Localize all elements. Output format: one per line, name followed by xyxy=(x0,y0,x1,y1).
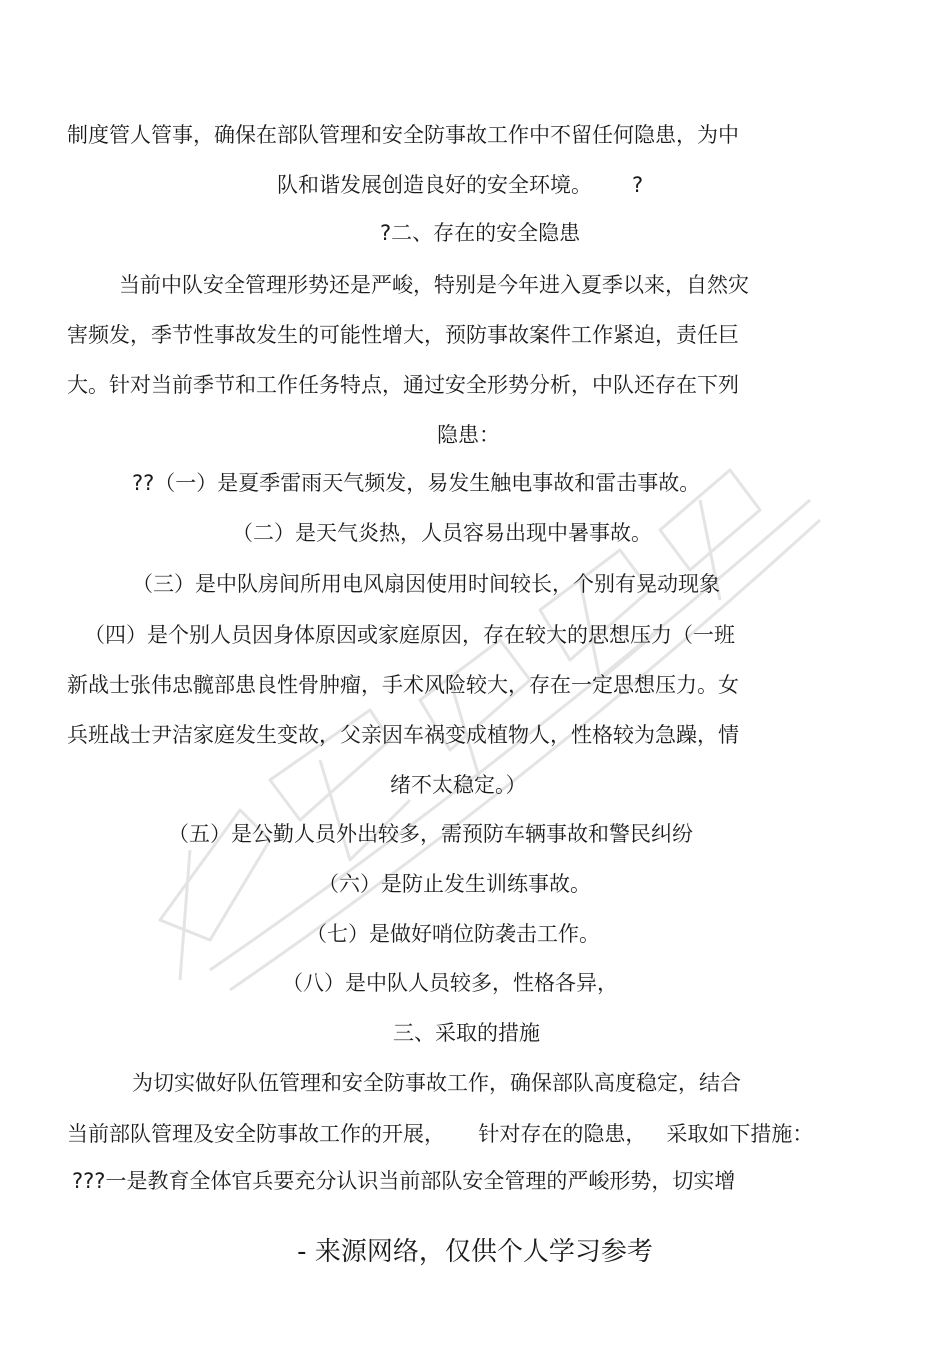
body-line: 隐患： xyxy=(437,423,500,447)
list-item: ??（一）是夏季雷雨天气频发，易发生触电事故和雷击事故。 xyxy=(132,471,701,495)
list-item: （八）是中队人员较多，性格各异， xyxy=(282,971,618,995)
list-item: （五）是公勤人员外出较多，需预防车辆事故和警民纠纷 xyxy=(168,822,693,846)
body-line: 大。针对当前季节和工作任务特点，通过安全形势分析，中队还存在下列 xyxy=(67,373,739,397)
body-line: 制度管人管事，确保在部队管理和安全防事故工作中不留任何隐患，为中 xyxy=(67,123,739,147)
body-line: 新战士张伟忠髋部患良性骨肿瘤，手术风险较大，存在一定思想压力。女 xyxy=(67,673,739,697)
list-item: （六）是防止发生训练事故。 xyxy=(318,872,591,896)
body-line: 队和谐发展创造良好的安全环境。 ? xyxy=(277,173,644,197)
page-footer: - 来源网络，仅供个人学习参考 xyxy=(297,1237,653,1267)
list-item: （三）是中队房间所用电风扇因使用时间较长，个别有晃动现象 xyxy=(132,572,720,596)
body-line: 当前中队安全管理形势还是严峻，特别是今年进入夏季以来，自然灾 xyxy=(119,273,749,297)
section-heading: ?二、存在的安全隐患 xyxy=(380,221,581,245)
body-line: 绪不太稳定。） xyxy=(390,773,527,797)
body-line: 为切实做好队伍管理和安全防事故工作，确保部队高度稳定，结合 xyxy=(132,1071,741,1095)
list-item: （四）是个别人员因身体原因或家庭原因，存在较大的思想压力（一班 xyxy=(84,623,735,647)
list-item: （七）是做好哨位防袭击工作。 xyxy=(306,922,600,946)
body-line: 兵班战士尹洁家庭发生变故，父亲因车祸变成植物人，性格较为急躁，情 xyxy=(67,723,739,747)
body-line: ???一是教育全体官兵要充分认识当前部队安全管理的严峻形势，切实增 xyxy=(72,1169,736,1193)
section-heading: 三、采取的措施 xyxy=(393,1021,540,1045)
list-item: （二）是天气炎热，人员容易出现中暑事故。 xyxy=(232,521,652,545)
body-line: 害频发，季节性事故发生的可能性增大，预防事故案件工作紧迫，责任巨 xyxy=(67,323,739,347)
body-line: 当前部队管理及安全防事故工作的开展， 针对存在的隐患， 采取如下措施： xyxy=(67,1122,814,1146)
